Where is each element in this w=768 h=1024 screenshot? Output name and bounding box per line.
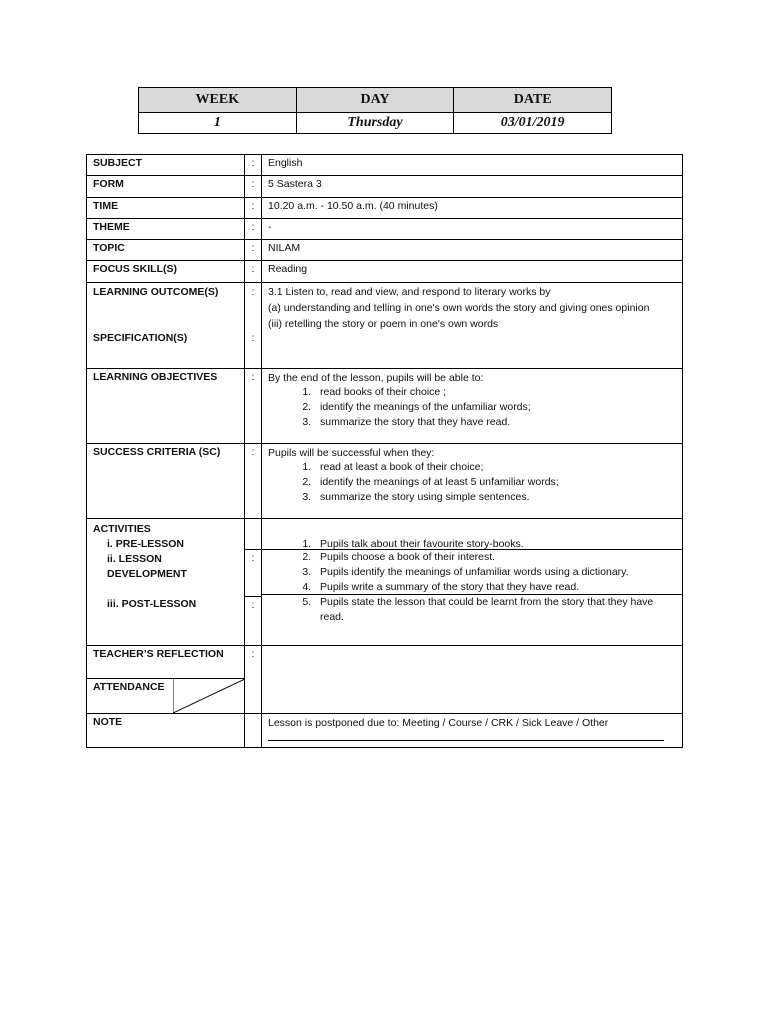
day-value: Thursday <box>296 113 454 134</box>
row-success-criteria <box>87 444 683 519</box>
colon: : <box>245 369 262 444</box>
topic-label: TOPIC <box>87 240 245 261</box>
colon: : <box>245 646 262 714</box>
outcome-line-2: (a) understanding and telling in one's own words the story and giving ones opinion <box>268 302 650 314</box>
row-reflection-attendance <box>87 646 683 714</box>
outcome-line-1: 3.1 Listen to, read and view, and respond to literary works by <box>268 286 551 298</box>
date-value: 03/01/2019 <box>454 113 612 134</box>
colon: : <box>245 261 262 283</box>
time-value: 10.20 a.m. - 10.50 a.m. (40 minutes) <box>262 198 683 219</box>
colon: : <box>245 198 262 219</box>
success-intro: Pupils will be successful when they: <box>268 447 435 459</box>
development-list <box>262 550 682 595</box>
success-criteria-label: SUCCESS CRITERIA (SC) <box>87 444 245 519</box>
row-form <box>87 176 683 198</box>
subject-label: SUBJECT <box>87 155 245 176</box>
week-header: WEEK <box>139 88 297 113</box>
row-learning-outcome <box>87 283 683 369</box>
reflection-content <box>262 646 683 714</box>
form-value: 5 Sastera 3 <box>262 176 683 198</box>
day-header: DAY <box>296 88 454 113</box>
list-item: 3. summarize the story using simple sentences. <box>314 490 682 505</box>
time-label: TIME <box>87 198 245 219</box>
list-item: 1. read at least a book of their choice; <box>314 460 682 475</box>
note-value: Lesson is postponed due to: Meeting / Course / CRK / Sick Leave / Other <box>268 717 609 729</box>
colon: : <box>251 286 255 298</box>
lesson-development-label-2: DEVELOPMENT <box>107 568 187 580</box>
row-time <box>87 198 683 219</box>
date-header: DATE <box>454 88 612 113</box>
attendance-slash-box <box>173 679 245 713</box>
row-learning-objectives <box>87 369 683 444</box>
list-item: 4. Pupils write a summary of the story that they have read. <box>314 580 682 595</box>
theme-value: - <box>262 219 683 240</box>
outcome-line-3: (iii) retelling the story or poem in one's own words <box>268 318 499 330</box>
colon: : <box>245 240 262 261</box>
learning-objectives-label: LEARNING OBJECTIVES <box>87 369 245 444</box>
list-item: 2. identify the meanings of at least 5 unfamiliar words; <box>314 475 682 490</box>
colon: : <box>245 549 261 596</box>
lesson-plan-table <box>86 154 683 748</box>
topic-value: NILAM <box>262 240 683 261</box>
row-theme <box>87 219 683 240</box>
colon: : <box>251 332 255 344</box>
objectives-intro: By the end of the lesson, pupils will be able to: <box>268 372 484 384</box>
row-activities <box>87 519 683 646</box>
post-lesson-list <box>262 595 682 625</box>
teachers-reflection-label: TEACHER’S REFLECTION <box>93 648 224 660</box>
theme-label: THEME <box>87 219 245 240</box>
row-topic <box>87 240 683 261</box>
colon: : <box>245 155 262 176</box>
attendance-label: ATTENDANCE <box>93 681 165 693</box>
form-label: FORM <box>87 176 245 198</box>
header-table <box>138 87 612 134</box>
row-focus-skill <box>87 261 683 283</box>
post-lesson-label: iii. POST-LESSON <box>107 598 197 610</box>
objectives-list <box>268 385 682 430</box>
list-item: 1. Pupils talk about their favourite story-books. <box>314 537 682 552</box>
row-subject <box>87 155 683 176</box>
list-item: 1. read books of their choice ; <box>314 385 682 400</box>
focus-skill-value: Reading <box>262 261 683 283</box>
colon: : <box>245 444 262 519</box>
list-item: 2. Pupils choose a book of their interest. <box>314 550 682 565</box>
list-item: 3. Pupils identify the meanings of unfamiliar words using a dictionary. <box>314 565 682 580</box>
focus-skill-label: FOCUS SKILL(S) <box>87 261 245 283</box>
note-label: NOTE <box>87 714 245 748</box>
colon: : <box>245 176 262 198</box>
row-note <box>87 714 683 748</box>
lesson-development-label: ii. LESSON <box>107 553 162 565</box>
colon: : <box>245 596 261 645</box>
success-list <box>268 460 682 505</box>
week-value: 1 <box>139 113 297 134</box>
list-item: 5. Pupils state the lesson that could be learnt from the story that they have read. <box>314 595 674 625</box>
specification-label: SPECIFICATION(S) <box>93 332 188 344</box>
subject-value: English <box>262 155 683 176</box>
colon: : <box>245 219 262 240</box>
pre-lesson-label: i. PRE-LESSON <box>107 538 185 550</box>
note-underline <box>268 730 664 741</box>
list-item: 3. summarize the story that they have read. <box>314 415 682 430</box>
learning-outcome-label: LEARNING OUTCOME(S) <box>93 286 219 298</box>
list-item: 2. identify the meanings of the unfamiliar words; <box>314 400 682 415</box>
activities-label: ACTIVITIES <box>93 523 151 535</box>
